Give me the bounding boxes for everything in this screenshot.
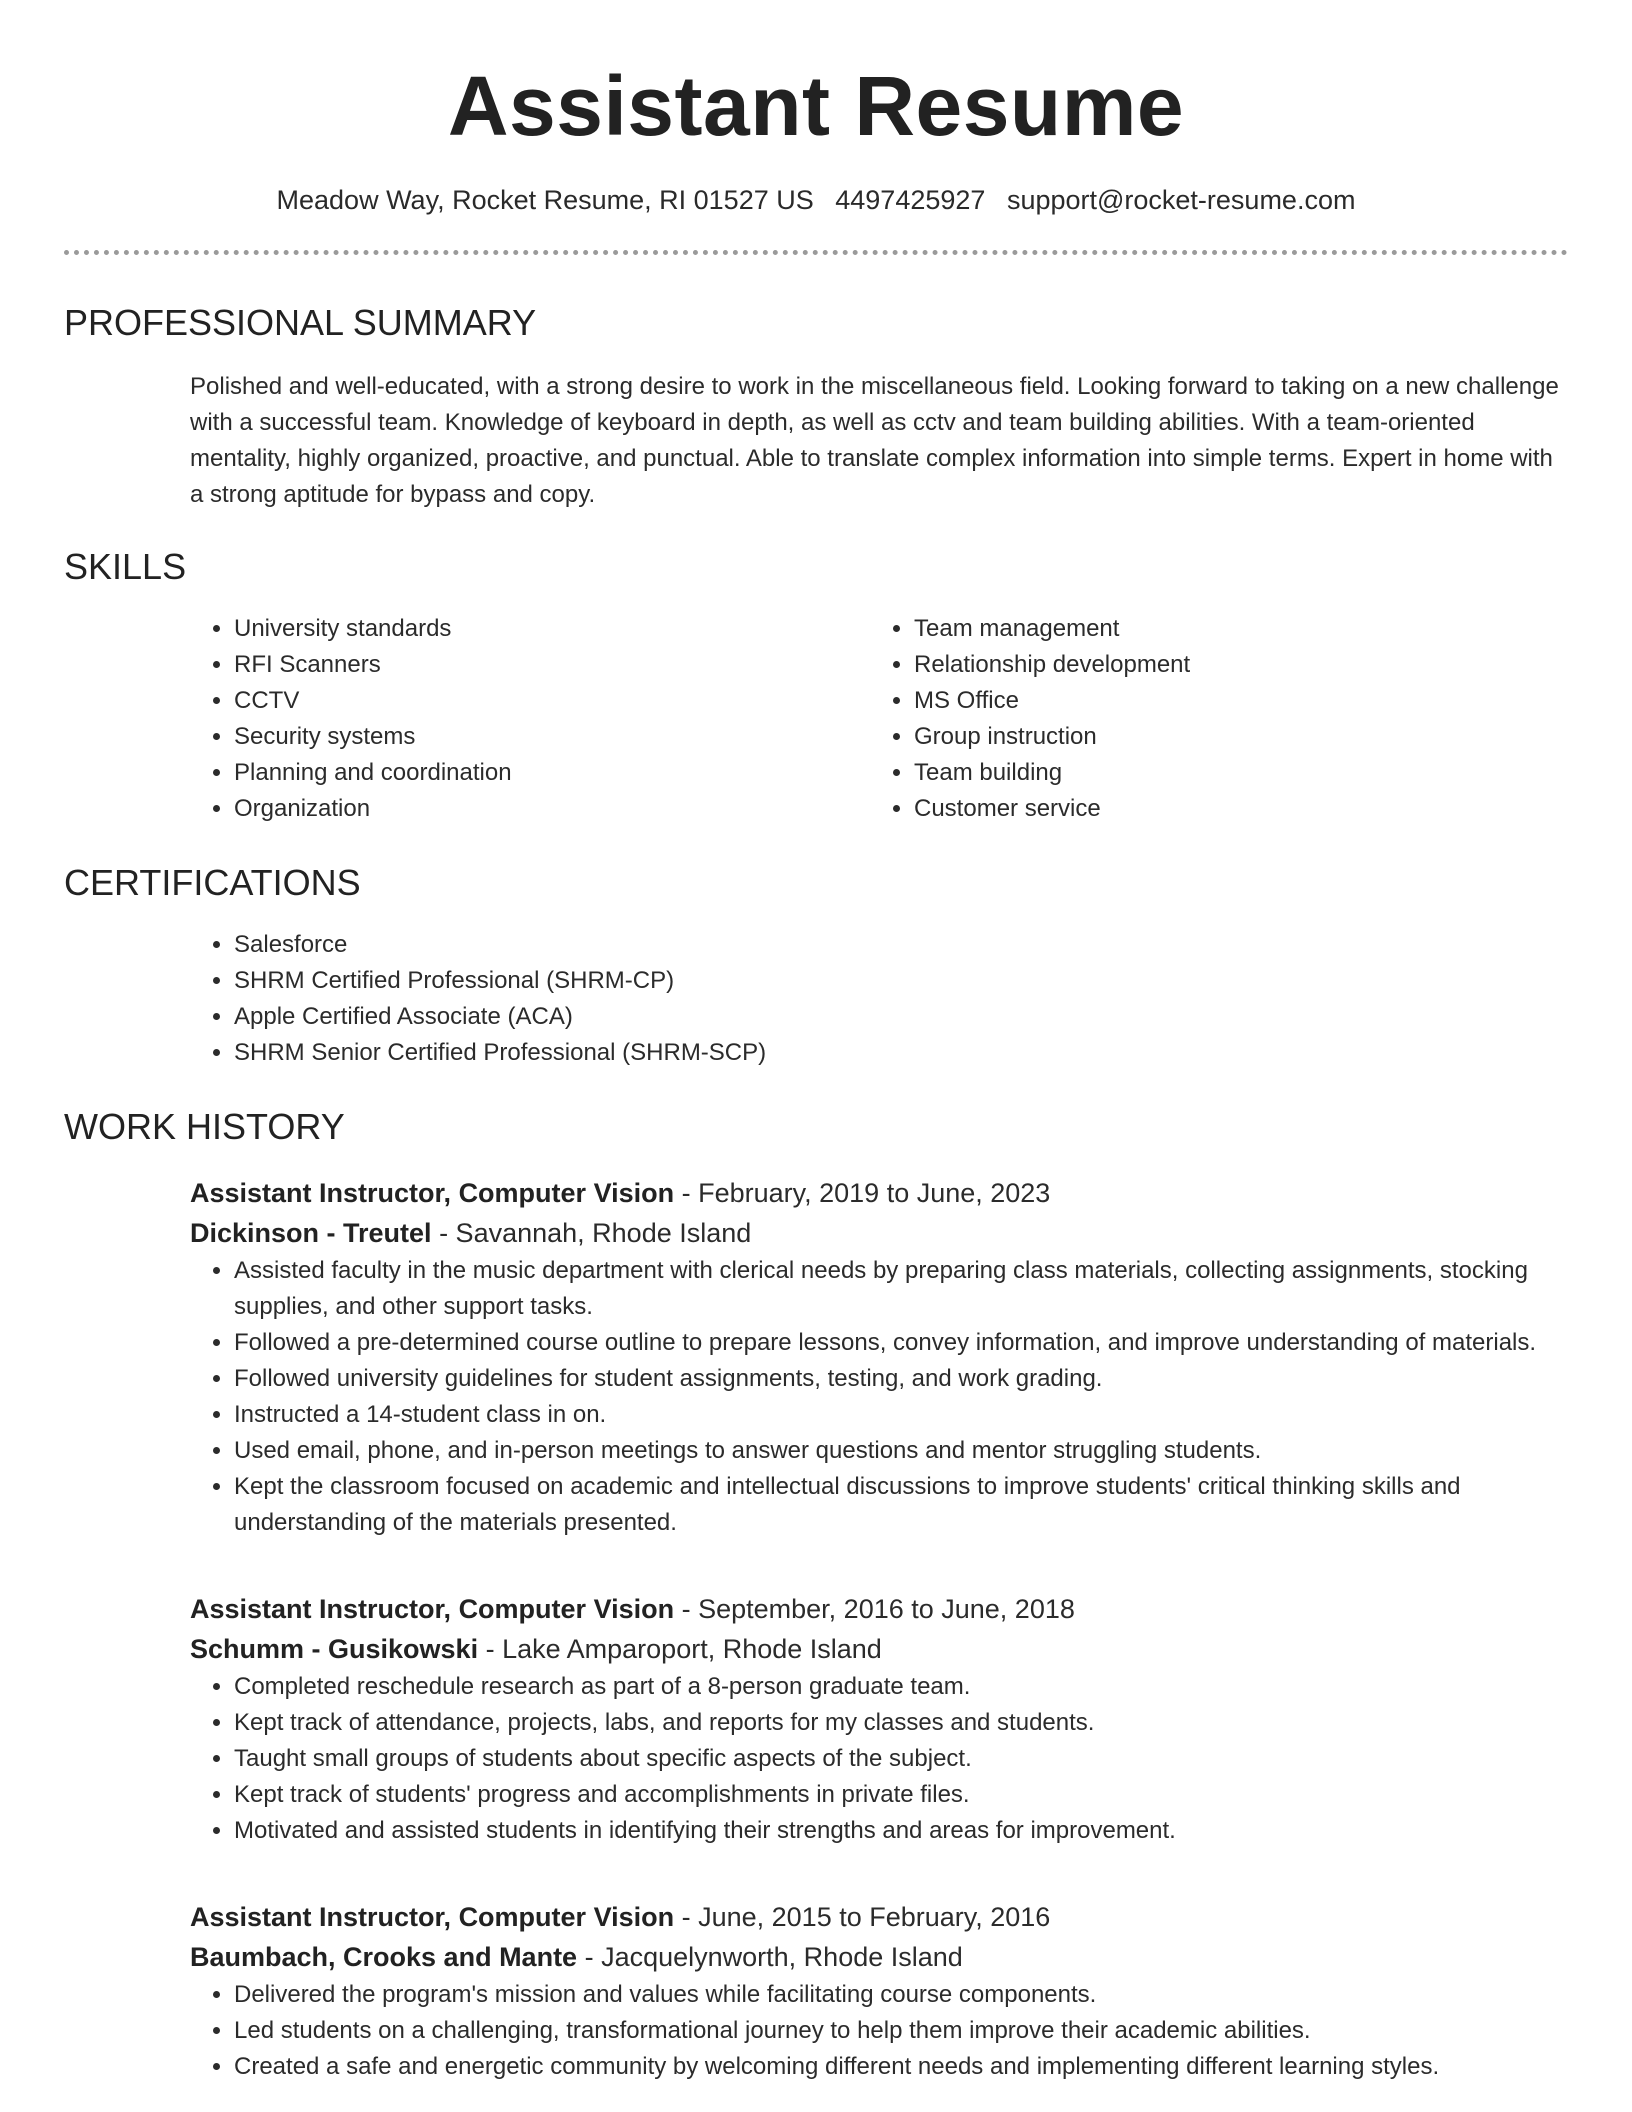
skill-item: • Organization [234, 791, 870, 827]
contact-email: support@rocket-resume.com [1006, 185, 1356, 215]
job-duty: • Created a safe and energetic community by welcoming different needs and implementing different learning styles. [234, 2049, 1568, 2085]
job-title: Assistant Instructor, Computer Vision [190, 1594, 675, 1624]
job-location: - Savannah, Rhode Island [431, 1218, 752, 1248]
certifications-heading: CERTIFICATIONS [64, 862, 361, 903]
job-title-line [190, 1897, 1568, 1937]
skill-item: • Team building [914, 755, 1550, 791]
job-duty: • Taught small groups of students about specific aspects of the subject. [234, 1741, 1568, 1777]
job-duty: • Assisted faculty in the music department with clerical needs by preparing class materials, collecting assignments, stocking supplies, and other support tasks. [234, 1253, 1568, 1325]
job-duty: • Instructed a 14-student class in on. [234, 1397, 1568, 1433]
skill-item: • CCTV [234, 683, 870, 719]
job-company: Baumbach, Crooks and Mante [190, 1942, 578, 1972]
header-divider [64, 250, 1568, 255]
job-duties [190, 1253, 1568, 1541]
job-company-line [190, 1629, 1568, 1669]
skills-heading: SKILLS [64, 546, 187, 587]
certification-item: • SHRM Certified Professional (SHRM-CP) [234, 963, 1568, 999]
job-entry [190, 1897, 1568, 2085]
skill-item: • Team management [914, 611, 1550, 647]
skill-item: • Security systems [234, 719, 870, 755]
job-duty: • Followed a pre-determined course outline to prepare lessons, convey information, and improve understanding of materials. [234, 1325, 1568, 1361]
certification-item: • Salesforce [234, 927, 1568, 963]
skills-column-right [870, 611, 1550, 827]
job-duty: • Kept the classroom focused on academic and intellectual discussions to improve students' critical thinking skills and understanding of the materials presented. [234, 1469, 1568, 1541]
job-dates: - February, 2019 to June, 2023 [674, 1178, 1051, 1208]
job-location: - Jacquelynworth, Rhode Island [577, 1942, 963, 1972]
job-duty: • Used email, phone, and in-person meetings to answer questions and mentor struggling students. [234, 1433, 1568, 1469]
skills-list [190, 611, 1568, 827]
job-location: - Lake Amparoport, Rhode Island [478, 1634, 882, 1664]
job-duty: • Completed reschedule research as part of a 8-person graduate team. [234, 1669, 1568, 1705]
job-duty: • Kept track of attendance, projects, labs, and reports for my classes and students. [234, 1705, 1568, 1741]
skill-item: • University standards [234, 611, 870, 647]
skills-column-left [190, 611, 870, 827]
skill-item: • Group instruction [914, 719, 1550, 755]
certification-item: • Apple Certified Associate (ACA) [234, 999, 1568, 1035]
work-history-heading: WORK HISTORY [64, 1106, 345, 1147]
job-entry [190, 1589, 1568, 1849]
job-duties [190, 1669, 1568, 1849]
job-company: Dickinson - Treutel [190, 1218, 432, 1248]
job-title-line [190, 1173, 1568, 1213]
job-company-line [190, 1213, 1568, 1253]
job-dates: - June, 2015 to February, 2016 [674, 1902, 1051, 1932]
work-history-list [190, 1173, 1568, 2085]
resume-page [64, 0, 1568, 2085]
resume-title: Assistant Resume [447, 59, 1185, 153]
skill-item: • Customer service [914, 791, 1550, 827]
job-company: Schumm - Gusikowski [190, 1634, 479, 1664]
job-company-line [190, 1937, 1568, 1977]
skill-item: • MS Office [914, 683, 1550, 719]
job-duty: • Followed university guidelines for student assignments, testing, and work grading. [234, 1361, 1568, 1397]
summary-heading: PROFESSIONAL SUMMARY [64, 302, 537, 343]
contact-address: Meadow Way, Rocket Resume, RI 01527 US [276, 185, 814, 215]
job-duties [190, 1977, 1568, 2085]
job-duty: • Delivered the program's mission and values while facilitating course components. [234, 1977, 1568, 2013]
job-duty: • Motivated and assisted students in identifying their strengths and areas for improvement. [234, 1813, 1568, 1849]
contact-phone: 4497425927 [835, 185, 986, 215]
certification-item: • SHRM Senior Certified Professional (SHRM-SCP) [234, 1035, 1568, 1071]
job-title: Assistant Instructor, Computer Vision [190, 1178, 675, 1208]
summary-text: Polished and well-educated, with a strong desire to work in the miscellaneous field. Looking forward to taking on a new challenge with a successful team. Knowledge of keyboard in depth, as well as cctv and team building abilities. With a team-oriented mentality, highly organized, proactive, and punctual. Able to translate complex information into simple terms. Expert in home with a strong aptitude for bypass and copy. [190, 373, 1559, 508]
certifications-list [190, 927, 1568, 1071]
job-entry [190, 1173, 1568, 1541]
job-title-line [190, 1589, 1568, 1629]
contact-line [64, 182, 1568, 218]
job-duty: • Kept track of students' progress and accomplishments in private files. [234, 1777, 1568, 1813]
skill-item: • Relationship development [914, 647, 1550, 683]
job-dates: - September, 2016 to June, 2018 [674, 1594, 1075, 1624]
skill-item: • RFI Scanners [234, 647, 870, 683]
job-duty: • Led students on a challenging, transformational journey to help them improve their academic abilities. [234, 2013, 1568, 2049]
skill-item: • Planning and coordination [234, 755, 870, 791]
job-title: Assistant Instructor, Computer Vision [190, 1902, 675, 1932]
